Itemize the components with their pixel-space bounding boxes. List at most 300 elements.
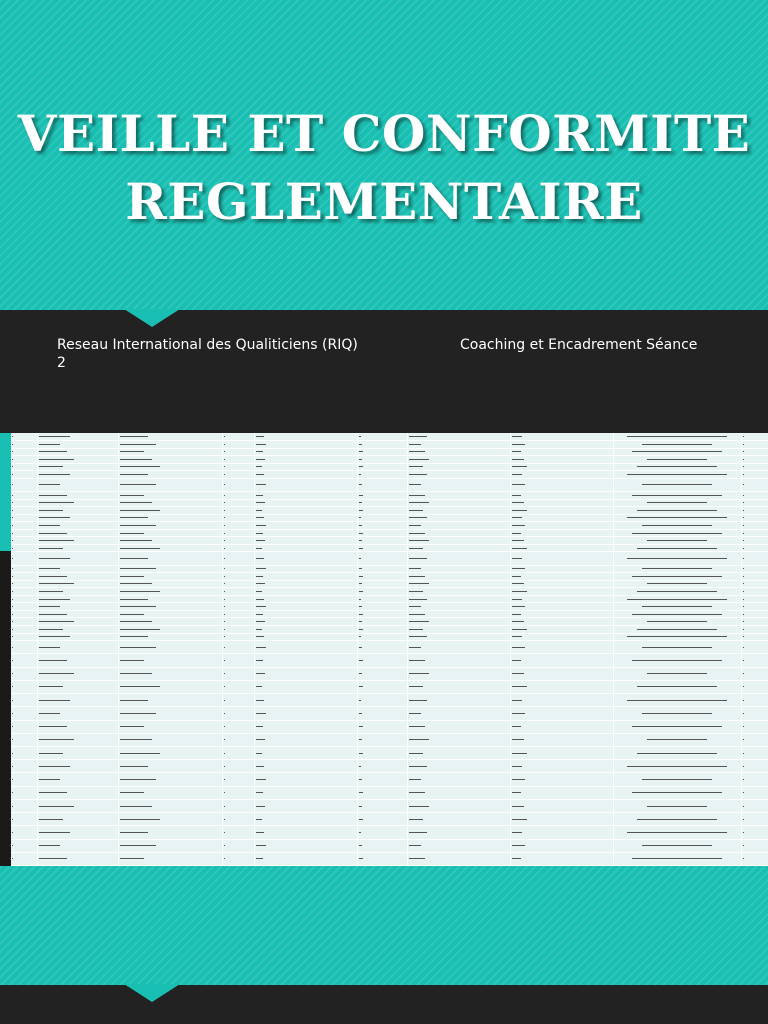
fine-print-mark bbox=[512, 686, 527, 687]
fine-print-mark bbox=[647, 540, 707, 541]
table-cell bbox=[118, 544, 222, 552]
table-cell bbox=[741, 580, 768, 588]
fine-print-mark bbox=[12, 591, 13, 592]
fine-print-mark bbox=[12, 444, 13, 445]
fine-print-mark bbox=[743, 739, 745, 740]
table-cell bbox=[37, 667, 118, 680]
table-row bbox=[11, 448, 768, 456]
table-cell bbox=[222, 839, 254, 852]
table-cell bbox=[357, 588, 407, 596]
table-cell bbox=[407, 707, 510, 720]
table-cell bbox=[118, 680, 222, 693]
fine-print-mark bbox=[256, 739, 265, 740]
table-cell bbox=[357, 720, 407, 733]
table-cell bbox=[222, 641, 254, 654]
table-cell bbox=[613, 618, 741, 626]
table-cell bbox=[613, 537, 741, 545]
table-cell bbox=[11, 773, 37, 786]
table-cell bbox=[118, 633, 222, 641]
fine-print-mark bbox=[409, 647, 421, 648]
table-cell bbox=[357, 746, 407, 759]
fine-print-mark bbox=[359, 558, 362, 559]
fine-print-mark bbox=[409, 806, 429, 807]
fine-print-mark bbox=[224, 819, 225, 820]
fine-print-mark bbox=[512, 474, 523, 475]
fine-print-mark bbox=[39, 673, 74, 674]
fine-print-mark bbox=[743, 806, 745, 807]
table-cell bbox=[254, 514, 357, 522]
fine-print-mark bbox=[743, 517, 745, 518]
fine-print-mark bbox=[224, 568, 225, 569]
fine-print-mark bbox=[743, 444, 745, 445]
table-cell bbox=[357, 852, 407, 865]
table-cell bbox=[37, 633, 118, 641]
table-row bbox=[11, 694, 768, 707]
table-cell bbox=[510, 654, 613, 667]
fine-print-mark bbox=[224, 636, 225, 637]
fine-print-mark bbox=[743, 614, 744, 615]
table-cell bbox=[118, 441, 222, 449]
fine-print-mark bbox=[627, 766, 727, 767]
table-cell bbox=[11, 580, 37, 588]
fine-print-mark bbox=[512, 606, 526, 607]
fine-print-mark bbox=[743, 660, 744, 661]
table-row bbox=[11, 641, 768, 654]
table-cell bbox=[118, 839, 222, 852]
fine-print-mark bbox=[512, 459, 524, 460]
fine-print-mark bbox=[743, 599, 745, 600]
table-row bbox=[11, 720, 768, 733]
fine-print-mark bbox=[256, 832, 264, 833]
table-cell bbox=[222, 786, 254, 799]
table-cell bbox=[741, 799, 768, 812]
fine-print-mark bbox=[224, 792, 225, 793]
fine-print-mark bbox=[512, 568, 526, 569]
table-cell bbox=[254, 618, 357, 626]
table-cell bbox=[741, 588, 768, 596]
fine-print-mark bbox=[12, 558, 13, 559]
table-cell bbox=[37, 603, 118, 611]
table-cell bbox=[357, 463, 407, 471]
fine-print-mark bbox=[256, 591, 262, 592]
table-cell bbox=[357, 595, 407, 603]
table-cell bbox=[118, 786, 222, 799]
fine-print-mark bbox=[120, 621, 152, 622]
table-cell bbox=[118, 852, 222, 865]
table-cell bbox=[222, 492, 254, 500]
table-cell bbox=[613, 492, 741, 500]
table-cell bbox=[11, 626, 37, 634]
table-cell bbox=[741, 633, 768, 641]
fine-print-mark bbox=[120, 502, 152, 503]
fine-print-mark bbox=[39, 713, 60, 714]
fine-print-mark bbox=[39, 599, 71, 600]
fine-print-mark bbox=[409, 558, 427, 559]
table-cell bbox=[613, 760, 741, 773]
table-cell bbox=[613, 720, 741, 733]
table-cell bbox=[613, 544, 741, 552]
table-cell bbox=[37, 463, 118, 471]
table-cell bbox=[741, 522, 768, 530]
fine-print-mark bbox=[359, 576, 364, 577]
table-cell bbox=[222, 826, 254, 839]
fine-print-mark bbox=[359, 819, 363, 820]
fine-print-mark bbox=[224, 858, 225, 859]
table-cell bbox=[222, 529, 254, 537]
fine-print-mark bbox=[256, 845, 266, 846]
table-cell bbox=[407, 441, 510, 449]
fine-print-mark bbox=[39, 548, 64, 549]
fine-print-mark bbox=[512, 614, 521, 615]
fine-print-mark bbox=[743, 858, 744, 859]
fine-print-mark bbox=[743, 548, 744, 549]
table-cell bbox=[407, 499, 510, 507]
table-cell bbox=[357, 522, 407, 530]
table-cell bbox=[222, 618, 254, 626]
table-cell bbox=[254, 667, 357, 680]
table-cell bbox=[510, 746, 613, 759]
fine-print-mark bbox=[224, 806, 225, 807]
table-row bbox=[11, 839, 768, 852]
table-cell bbox=[11, 694, 37, 707]
fine-print-mark bbox=[120, 713, 156, 714]
table-cell bbox=[407, 773, 510, 786]
table-cell bbox=[613, 746, 741, 759]
table-cell bbox=[118, 826, 222, 839]
fine-print-mark bbox=[359, 739, 362, 740]
table-cell bbox=[613, 565, 741, 573]
table-cell bbox=[613, 852, 741, 865]
table-cell bbox=[37, 595, 118, 603]
fine-print-mark bbox=[359, 474, 362, 475]
table-cell bbox=[37, 641, 118, 654]
table-cell bbox=[11, 852, 37, 865]
fine-print-mark bbox=[512, 548, 527, 549]
table-cell bbox=[613, 707, 741, 720]
table-cell bbox=[510, 826, 613, 839]
fine-print-mark bbox=[359, 700, 362, 701]
table-cell bbox=[613, 680, 741, 693]
table-cell bbox=[357, 529, 407, 537]
fine-print-mark bbox=[256, 713, 266, 714]
table-cell bbox=[254, 588, 357, 596]
fine-print-mark bbox=[39, 726, 67, 727]
table-cell bbox=[222, 537, 254, 545]
table-cell bbox=[222, 499, 254, 507]
fine-print-mark bbox=[39, 525, 60, 526]
table-cell bbox=[11, 544, 37, 552]
table-cell bbox=[222, 514, 254, 522]
table-cell bbox=[37, 537, 118, 545]
table-cell bbox=[37, 565, 118, 573]
table-cell bbox=[118, 641, 222, 654]
fine-print-mark bbox=[256, 779, 266, 780]
fine-print-mark bbox=[39, 806, 74, 807]
fine-print-mark bbox=[409, 673, 429, 674]
fine-print-mark bbox=[409, 525, 421, 526]
table-cell bbox=[510, 618, 613, 626]
fine-print-mark bbox=[120, 686, 160, 687]
fine-print-mark bbox=[409, 568, 421, 569]
fine-print-mark bbox=[512, 502, 524, 503]
fine-print-mark bbox=[39, 686, 64, 687]
table-row bbox=[11, 786, 768, 799]
fine-print-mark bbox=[409, 792, 425, 793]
fine-print-mark bbox=[120, 576, 144, 577]
fine-print-mark bbox=[409, 819, 423, 820]
table-cell bbox=[11, 433, 37, 441]
fine-print-mark bbox=[120, 766, 148, 767]
fine-print-mark bbox=[256, 525, 266, 526]
fine-print-mark bbox=[359, 510, 363, 511]
table-cell bbox=[11, 667, 37, 680]
table-cell bbox=[407, 852, 510, 865]
fine-print-mark bbox=[120, 548, 160, 549]
table-cell bbox=[222, 478, 254, 491]
fine-print-mark bbox=[120, 459, 152, 460]
table-cell bbox=[510, 448, 613, 456]
table-cell bbox=[254, 626, 357, 634]
fine-print-mark bbox=[743, 459, 745, 460]
fine-print-mark bbox=[12, 686, 13, 687]
table-cell bbox=[11, 746, 37, 759]
fine-print-mark bbox=[224, 583, 225, 584]
fine-print-mark bbox=[120, 739, 152, 740]
fine-print-mark bbox=[627, 558, 727, 559]
table-cell bbox=[254, 799, 357, 812]
table-cell bbox=[118, 565, 222, 573]
table-row bbox=[11, 773, 768, 786]
fine-print-mark bbox=[12, 583, 13, 584]
fine-print-mark bbox=[409, 660, 425, 661]
fine-print-mark bbox=[409, 444, 421, 445]
table-cell bbox=[222, 626, 254, 634]
fine-print-mark bbox=[642, 713, 712, 714]
fine-print-mark bbox=[256, 444, 266, 445]
fine-print-mark bbox=[120, 474, 148, 475]
table-cell bbox=[741, 537, 768, 545]
fine-print-mark bbox=[512, 451, 521, 452]
table-cell bbox=[254, 707, 357, 720]
table-cell bbox=[118, 707, 222, 720]
table-row bbox=[11, 507, 768, 515]
fine-print-mark bbox=[12, 540, 13, 541]
table-cell bbox=[741, 680, 768, 693]
table-cell bbox=[741, 720, 768, 733]
table-row bbox=[11, 529, 768, 537]
fine-print-mark bbox=[642, 484, 712, 485]
fine-print-mark bbox=[743, 495, 744, 496]
table-cell bbox=[613, 463, 741, 471]
fine-print-mark bbox=[12, 606, 13, 607]
table-cell bbox=[741, 552, 768, 565]
fine-print-mark bbox=[256, 436, 264, 437]
fine-print-mark bbox=[224, 576, 225, 577]
table-cell bbox=[222, 773, 254, 786]
fine-print-mark bbox=[743, 636, 745, 637]
table-cell bbox=[741, 433, 768, 441]
fine-print-mark bbox=[224, 444, 225, 445]
fine-print-mark bbox=[632, 726, 722, 727]
fine-print-mark bbox=[39, 444, 60, 445]
fine-print-mark bbox=[224, 621, 225, 622]
fine-print-mark bbox=[256, 517, 264, 518]
table-cell bbox=[37, 433, 118, 441]
subtitle-band bbox=[0, 310, 768, 434]
table-cell bbox=[407, 618, 510, 626]
fine-print-mark bbox=[512, 700, 523, 701]
fine-print-mark bbox=[743, 568, 745, 569]
fine-print-mark bbox=[224, 700, 225, 701]
fine-print-mark bbox=[512, 576, 521, 577]
fine-print-mark bbox=[647, 459, 707, 460]
fine-print-mark bbox=[39, 583, 74, 584]
fine-print-mark bbox=[409, 606, 421, 607]
table-cell bbox=[510, 573, 613, 581]
table-cell bbox=[37, 610, 118, 618]
fine-print-mark bbox=[642, 845, 712, 846]
fine-print-mark bbox=[120, 583, 152, 584]
fine-print-mark bbox=[224, 533, 225, 534]
table-cell bbox=[510, 471, 613, 479]
table-cell bbox=[118, 433, 222, 441]
table-cell bbox=[357, 471, 407, 479]
fine-print-mark bbox=[743, 792, 744, 793]
fine-print-mark bbox=[359, 548, 363, 549]
footer-band bbox=[0, 866, 768, 986]
fine-print-mark bbox=[409, 726, 425, 727]
table-cell bbox=[510, 433, 613, 441]
table-cell bbox=[11, 588, 37, 596]
table-cell bbox=[510, 760, 613, 773]
fine-print-mark bbox=[39, 629, 64, 630]
fine-print-mark bbox=[39, 558, 71, 559]
table-row bbox=[11, 813, 768, 826]
fine-print-mark bbox=[632, 495, 722, 496]
table-cell bbox=[357, 544, 407, 552]
fine-print-mark bbox=[12, 576, 13, 577]
fine-print-mark bbox=[39, 858, 67, 859]
table-cell bbox=[741, 529, 768, 537]
fine-print-mark bbox=[359, 583, 362, 584]
table-row bbox=[11, 626, 768, 634]
table-cell bbox=[37, 680, 118, 693]
fine-print-mark bbox=[409, 599, 427, 600]
title-line-2: REGLEMENTAIRE bbox=[125, 172, 643, 231]
table-cell bbox=[741, 514, 768, 522]
table-cell bbox=[37, 839, 118, 852]
table-cell bbox=[407, 813, 510, 826]
table-cell bbox=[254, 456, 357, 464]
table-cell bbox=[11, 813, 37, 826]
table-cell bbox=[11, 826, 37, 839]
fine-print-mark bbox=[256, 495, 263, 496]
fine-print-mark bbox=[12, 451, 13, 452]
table-row bbox=[11, 471, 768, 479]
fine-print-mark bbox=[120, 436, 148, 437]
table-cell bbox=[254, 552, 357, 565]
table-cell bbox=[254, 610, 357, 618]
table-cell bbox=[118, 746, 222, 759]
table-cell bbox=[741, 544, 768, 552]
fine-print-mark bbox=[743, 647, 745, 648]
fine-print-mark bbox=[256, 858, 263, 859]
fine-print-mark bbox=[39, 495, 67, 496]
table-row bbox=[11, 433, 768, 441]
table-cell bbox=[222, 441, 254, 449]
fine-print-mark bbox=[12, 819, 13, 820]
table-cell bbox=[407, 522, 510, 530]
fine-print-mark bbox=[512, 660, 521, 661]
fine-print-mark bbox=[39, 614, 67, 615]
table-cell bbox=[254, 492, 357, 500]
fine-print-mark bbox=[512, 533, 521, 534]
table-cell bbox=[357, 839, 407, 852]
fine-print-mark bbox=[39, 459, 74, 460]
table-cell bbox=[11, 603, 37, 611]
fine-print-mark bbox=[512, 495, 521, 496]
fine-print-mark bbox=[120, 806, 152, 807]
fine-print-mark bbox=[359, 466, 363, 467]
fine-print-mark bbox=[409, 533, 425, 534]
fine-print-mark bbox=[256, 568, 266, 569]
table-cell bbox=[11, 760, 37, 773]
table-cell bbox=[118, 813, 222, 826]
table-row bbox=[11, 680, 768, 693]
table-cell bbox=[407, 610, 510, 618]
table-cell bbox=[357, 694, 407, 707]
table-cell bbox=[222, 573, 254, 581]
fine-print-mark bbox=[359, 858, 364, 859]
fine-print-mark bbox=[409, 583, 429, 584]
fine-print-mark bbox=[512, 819, 527, 820]
table-cell bbox=[118, 448, 222, 456]
fine-print-mark bbox=[39, 568, 60, 569]
table-cell bbox=[254, 760, 357, 773]
fine-print-mark bbox=[409, 766, 427, 767]
table-cell bbox=[222, 522, 254, 530]
table-cell bbox=[407, 471, 510, 479]
table-cell bbox=[510, 839, 613, 852]
subtitle-left-line2: 2 bbox=[57, 355, 66, 371]
table-cell bbox=[407, 626, 510, 634]
table-cell bbox=[407, 799, 510, 812]
fine-print-mark bbox=[120, 568, 156, 569]
table-cell bbox=[118, 463, 222, 471]
table-cell bbox=[407, 746, 510, 759]
table-cell bbox=[254, 641, 357, 654]
fine-print-mark bbox=[627, 517, 727, 518]
fine-print-mark bbox=[512, 517, 523, 518]
table-cell bbox=[222, 588, 254, 596]
table-cell bbox=[741, 852, 768, 865]
fine-print-mark bbox=[743, 540, 745, 541]
table-cell bbox=[118, 514, 222, 522]
fine-print-mark bbox=[743, 576, 744, 577]
table-cell bbox=[407, 826, 510, 839]
table-cell bbox=[407, 463, 510, 471]
fine-print-mark bbox=[39, 636, 71, 637]
table-cell bbox=[222, 595, 254, 603]
fine-print-mark bbox=[12, 614, 13, 615]
table-cell bbox=[37, 618, 118, 626]
table-cell bbox=[407, 839, 510, 852]
fine-print-mark bbox=[256, 792, 263, 793]
fine-print-mark bbox=[256, 558, 264, 559]
fine-print-mark bbox=[120, 444, 156, 445]
table-cell bbox=[254, 448, 357, 456]
fine-print-mark bbox=[120, 636, 148, 637]
